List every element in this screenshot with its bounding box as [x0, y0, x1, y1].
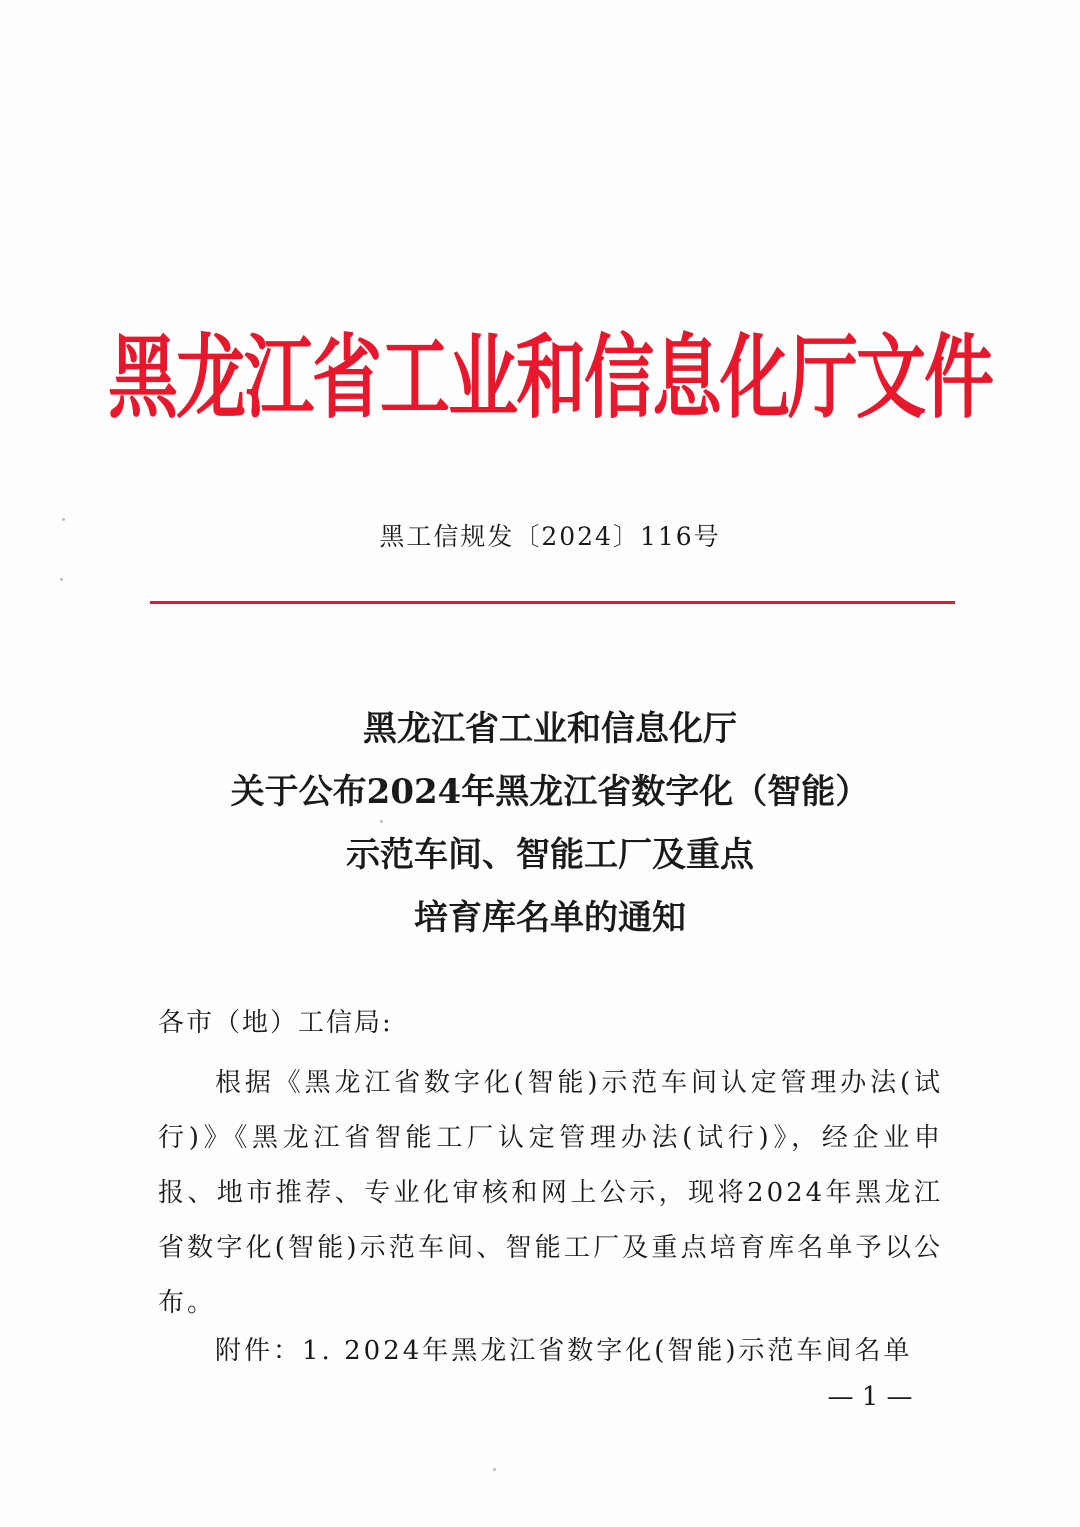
attachment-line: 附件：1. 2024年黑龙江省数字化(智能)示范车间名单 [215, 1336, 913, 1366]
scan-speck [62, 518, 65, 521]
red-divider-line [150, 601, 955, 604]
page-number: — 1 — [827, 1382, 913, 1412]
title-line: 示范车间、智能工厂及重点 [346, 835, 754, 875]
scan-speck [493, 1468, 496, 1471]
scan-speck [380, 820, 383, 823]
title-line: 关于公布2024年黑龙江省数字化（智能） [230, 772, 870, 812]
salutation: 各市（地）工信局: [158, 1008, 393, 1038]
title-line: 黑龙江省工业和信息化厅 [363, 709, 737, 749]
document-number: 黑工信规发〔2024〕116号 [379, 522, 721, 551]
masthead-title: 黑龙江省工业和信息化厅文件 [108, 323, 992, 431]
notice-title [150, 698, 950, 950]
body-paragraph: 根据《黑龙江省数字化(智能)示范车间认定管理办法(试行)》《黑龙江省智能工厂认定管理办法(试行)》，经企业申报、地市推荐、专业化审核和网上公示，现将2024年黑龙江省数字化(智能)示范车间、智能工厂及重点培育库名单予以公布。 [158, 1068, 943, 1318]
scan-speck [60, 578, 63, 581]
title-line: 培育库名单的通知 [414, 898, 686, 938]
